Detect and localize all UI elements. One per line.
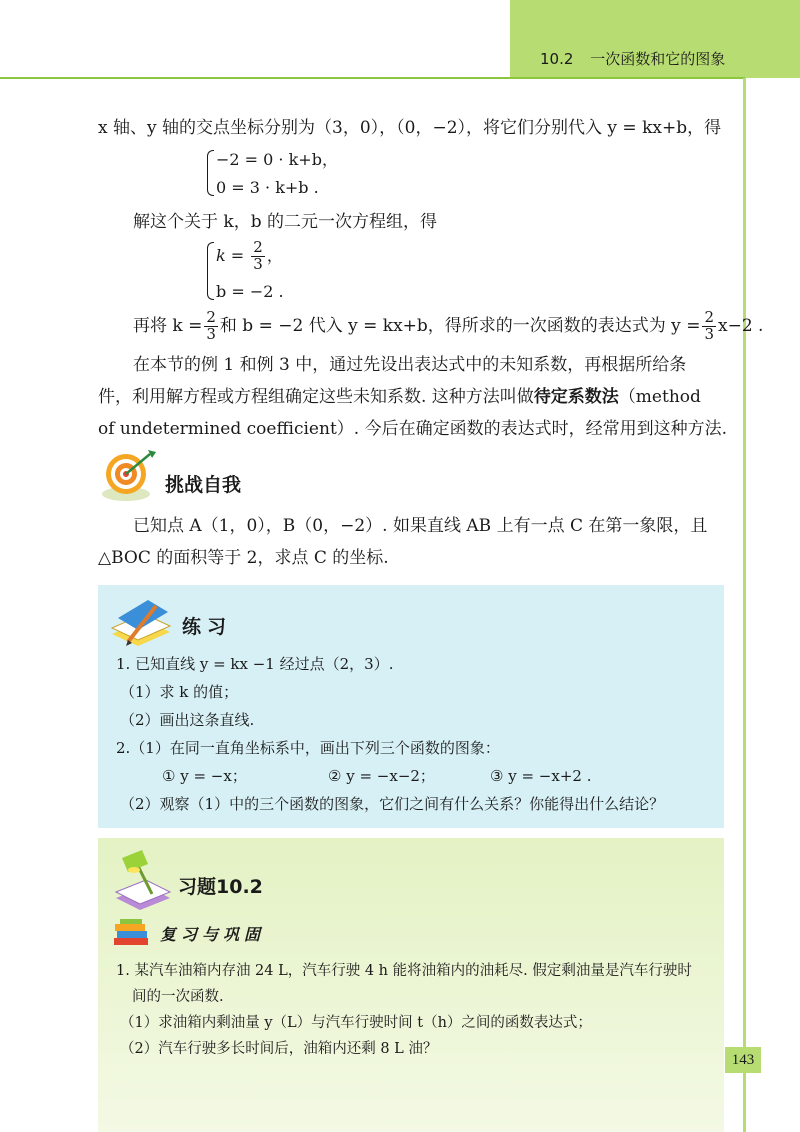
exercise-q2-function-3: ③ y = −x+2 . [490, 767, 592, 785]
body-line-3: 再将 k = $\frac{2}{3}$ 和 b = −2 代入 y = kx+b，得所求的一次函数的表达式为 y = $\frac{2}{3}$ x−2 . [133, 308, 764, 343]
exercise-q1-part-a: （1）求 k 的值； [120, 683, 239, 701]
review-subtitle: 复习与巩固 [160, 925, 266, 944]
challenge-title: 挑战自我 [165, 474, 242, 496]
exercise-q2-part-b: （2）观察（1）中的三个函数的图象，它们之间有什么关系？你能得出什么结论？ [120, 795, 665, 813]
exercise-title: 练习 [182, 616, 233, 638]
challenge-line-1: 已知点 A（1，0），B（0，−2）. 如果直线 AB 上有一点 C 在第一象限，且 [133, 516, 708, 536]
body-para-line-3: of undetermined coefficient）. 今后在确定函数的表达式时，经常用到这种方法. [98, 419, 727, 439]
system1-eq1: −2 = 0 · k+b， [216, 150, 338, 169]
target-icon [100, 448, 158, 504]
desk-lamp-icon [112, 846, 174, 912]
exercise-q1-part-b: （2）画出这条直线. [120, 711, 255, 729]
homework-title: 习题10.2 [178, 876, 263, 898]
exercise-q1: 1. 已知直线 y = kx −1 经过点（2，3）. [116, 655, 394, 673]
section-number: 10.2 [540, 50, 574, 68]
homework-q1-part-a: （1）求油箱内剩油量 y（L）与汽车行驶时间 t（h）之间的函数表达式； [120, 1015, 592, 1031]
system1-eq2: 0 = 3 · k+b . [216, 178, 319, 197]
stacked-books-icon [110, 918, 152, 948]
body-para-line-2: 件，利用解方程或方程组确定这些未知系数. 这种方法叫做待定系数法（method [98, 387, 701, 407]
side-rule [743, 78, 746, 1132]
challenge-line-2: △BOC 的面积等于 2，求点 C 的坐标. [98, 548, 389, 568]
books-pencil-icon [108, 592, 174, 648]
header-rule [0, 77, 745, 79]
body-line-2: 解这个关于 k，b 的二元一次方程组，得 [133, 212, 437, 232]
system2-eq2: b = −2 . [216, 282, 284, 301]
system2-eq1: k = $\frac{2}{3}$ ， [216, 238, 283, 273]
system-brace-1 [207, 150, 214, 196]
term-undetermined-coefficient: 待定系数法 [533, 387, 619, 407]
homework-q1-line-1: 1. 某汽车油箱内存油 24 L，汽车行驶 4 h 能将油箱内的油耗尽. 假定剩油量是汽车行驶时 [116, 963, 692, 979]
homework-q1-part-b: （2）汽车行驶多长时间后，油箱内还剩 8 L 油？ [120, 1041, 438, 1057]
system-brace-2 [207, 242, 214, 300]
body-para-line-1: 在本节的例 1 和例 3 中，通过先设出表达式中的未知系数，再根据所给条 [133, 355, 687, 375]
body-line-1: x 轴、y 轴的交点坐标分别为（3，0），（0，−2），将它们分别代入 y = kx+b，得 [98, 118, 722, 138]
section-title: 一次函数和它的图象 [590, 50, 726, 68]
page-number: 143 [725, 1047, 761, 1073]
exercise-q2-function-2: ② y = −x−2； [328, 767, 435, 785]
section-heading [540, 48, 725, 69]
exercise-q2-function-1: ① y = −x； [162, 767, 247, 785]
homework-q1-line-2: 间的一次函数. [132, 989, 224, 1005]
exercise-q2: 2.（1）在同一直角坐标系中，画出下列三个函数的图象： [116, 739, 500, 757]
